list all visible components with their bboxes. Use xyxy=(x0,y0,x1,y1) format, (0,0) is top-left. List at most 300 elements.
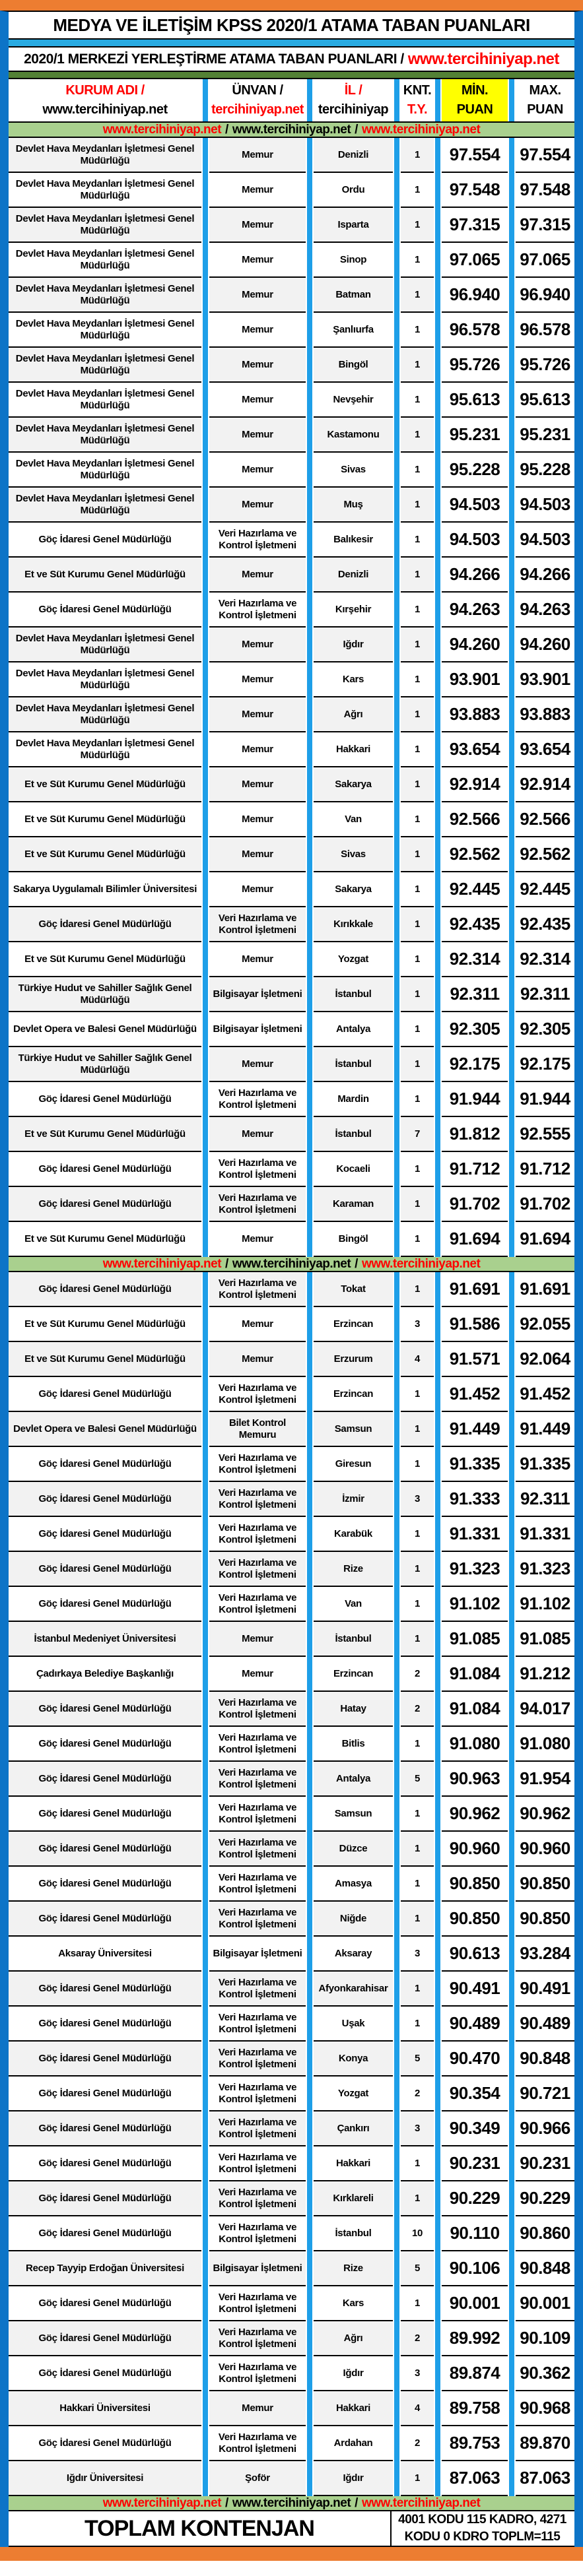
column-separator xyxy=(508,558,516,593)
cell-min: 91.702 xyxy=(442,1187,508,1222)
column-separator xyxy=(508,1517,516,1552)
separator-url: www.tercihiniyap.net xyxy=(102,2496,222,2510)
column-separator xyxy=(201,1517,209,1552)
cell-il: Iğdır xyxy=(314,628,393,662)
cell-unvan: Veri Hazırlama ve Kontrol İşletmeni xyxy=(209,907,306,942)
cell-min: 95.228 xyxy=(442,453,508,488)
column-separator xyxy=(306,942,314,977)
column-separator xyxy=(434,1222,442,1257)
cell-knt: 1 xyxy=(401,2146,434,2181)
cell-il: Kırşehir xyxy=(314,593,393,628)
column-separator xyxy=(434,348,442,383)
header-knt-label: KNT. xyxy=(403,83,432,98)
column-separator xyxy=(201,2356,209,2391)
table-row xyxy=(9,977,574,1012)
cell-max: 90.966 xyxy=(516,2111,574,2146)
table-row xyxy=(9,1587,574,1622)
cell-knt: 1 xyxy=(401,2461,434,2496)
table-section-2 xyxy=(9,1272,574,2496)
cell-unvan: Veri Hazırlama ve Kontrol İşletmeni xyxy=(209,1552,306,1587)
table-row xyxy=(9,1447,574,1482)
column-separator xyxy=(393,2251,401,2286)
subtitle-url: www.tercihiniyap.net xyxy=(407,49,559,68)
column-separator xyxy=(393,2146,401,2181)
column-separator xyxy=(201,2426,209,2461)
cell-max: 90.229 xyxy=(516,2181,574,2216)
column-separator xyxy=(306,383,314,418)
cell-unvan: Veri Hazırlama ve Kontrol İşletmeni xyxy=(209,2286,306,2321)
cell-knt: 1 xyxy=(401,1972,434,2007)
header-il-label: İL / xyxy=(344,83,362,98)
cell-knt: 1 xyxy=(401,2286,434,2321)
cell-unvan: Veri Hazırlama ve Kontrol İşletmeni xyxy=(209,2426,306,2461)
cell-max: 94.263 xyxy=(516,593,574,628)
cell-knt: 1 xyxy=(401,1412,434,1447)
cell-max: 91.702 xyxy=(516,1187,574,1222)
header-max-puan xyxy=(516,79,574,121)
cell-max: 94.017 xyxy=(516,1692,574,1727)
column-separator xyxy=(434,2391,442,2426)
column-separator xyxy=(434,2356,442,2391)
cell-kurum: Et ve Süt Kurumu Genel Müdürlüğü xyxy=(9,802,201,837)
cell-max: 96.940 xyxy=(516,278,574,313)
column-separator xyxy=(201,2181,209,2216)
cell-unvan: Veri Hazırlama ve Kontrol İşletmeni xyxy=(209,2042,306,2077)
column-separator xyxy=(434,1622,442,1657)
cell-unvan: Veri Hazırlama ve Kontrol İşletmeni xyxy=(209,2146,306,2181)
separator-url: www.tercihiniyap.net xyxy=(361,1256,481,1271)
cell-kurum: Göç İdaresi Genel Müdürlüğü xyxy=(9,1152,201,1187)
column-separator xyxy=(306,802,314,837)
cell-kurum: Göç İdaresi Genel Müdürlüğü xyxy=(9,1552,201,1587)
column-separator xyxy=(306,243,314,278)
header-unvan xyxy=(209,79,306,121)
table-row xyxy=(9,453,574,488)
column-separator xyxy=(393,662,401,697)
cell-il: Hatay xyxy=(314,1692,393,1727)
column-separator xyxy=(393,2391,401,2426)
column-separator xyxy=(201,2286,209,2321)
column-separator xyxy=(393,2007,401,2042)
column-separator xyxy=(393,2216,401,2251)
cell-unvan: Memur xyxy=(209,278,306,313)
cell-il: Sinop xyxy=(314,243,393,278)
column-separator xyxy=(306,453,314,488)
cell-unvan: Veri Hazırlama ve Kontrol İşletmeni xyxy=(209,1727,306,1762)
cell-unvan: Memur xyxy=(209,732,306,767)
url-separator-row xyxy=(9,1257,574,1272)
table-row xyxy=(9,138,574,173)
cell-max: 90.968 xyxy=(516,2391,574,2426)
table-row xyxy=(9,2111,574,2146)
cell-unvan: Bilgisayar İşletmeni xyxy=(209,1012,306,1047)
cell-knt: 1 xyxy=(401,173,434,208)
column-separator xyxy=(508,1187,516,1222)
column-separator xyxy=(201,837,209,872)
cell-il: Hakkari xyxy=(314,2391,393,2426)
column-separator xyxy=(434,767,442,802)
column-separator xyxy=(508,1972,516,2007)
cell-il: Giresun xyxy=(314,1447,393,1482)
cell-il: Iğdır xyxy=(314,2356,393,2391)
cell-min: 92.562 xyxy=(442,837,508,872)
cell-min: 90.110 xyxy=(442,2216,508,2251)
cell-max: 87.063 xyxy=(516,2461,574,2496)
column-separator xyxy=(508,488,516,523)
column-separator xyxy=(434,1972,442,2007)
cell-il: Sakarya xyxy=(314,767,393,802)
cell-min: 90.962 xyxy=(442,1797,508,1832)
cell-min: 91.812 xyxy=(442,1117,508,1152)
column-separator xyxy=(306,2286,314,2321)
cell-max: 95.228 xyxy=(516,453,574,488)
column-separator xyxy=(434,1187,442,1222)
cell-knt: 1 xyxy=(401,1187,434,1222)
column-separator xyxy=(201,1727,209,1762)
cell-knt: 1 xyxy=(401,1047,434,1082)
quota-summary-line2: KODU 0 KDRO TOPLM=115 xyxy=(404,2530,561,2544)
cell-knt: 1 xyxy=(401,732,434,767)
column-separator xyxy=(434,2321,442,2356)
cell-il: Mardin xyxy=(314,1082,393,1117)
cell-kurum: Çadırkaya Belediye Başkanlığı xyxy=(9,1657,201,1692)
table-row xyxy=(9,278,574,313)
column-separator xyxy=(508,2286,516,2321)
table-row xyxy=(9,942,574,977)
column-separator xyxy=(393,732,401,767)
cell-min: 89.758 xyxy=(442,2391,508,2426)
column-separator xyxy=(306,313,314,348)
column-separator xyxy=(434,1727,442,1762)
cell-knt: 1 xyxy=(401,942,434,977)
cell-knt: 3 xyxy=(401,2356,434,2391)
column-separator xyxy=(434,2181,442,2216)
cell-kurum: Göç İdaresi Genel Müdürlüğü xyxy=(9,1377,201,1412)
column-separator xyxy=(306,1152,314,1187)
column-separator xyxy=(508,1412,516,1447)
cell-kurum: Et ve Süt Kurumu Genel Müdürlüğü xyxy=(9,1222,201,1257)
table-row xyxy=(9,1727,574,1762)
cell-knt: 1 xyxy=(401,383,434,418)
column-separator xyxy=(508,313,516,348)
separator-slash: / xyxy=(355,1256,358,1271)
cell-max: 94.266 xyxy=(516,558,574,593)
cell-min: 94.260 xyxy=(442,628,508,662)
column-separator xyxy=(393,348,401,383)
cell-max: 90.362 xyxy=(516,2356,574,2391)
header-min-label: MİN. xyxy=(461,83,489,98)
cell-min: 89.753 xyxy=(442,2426,508,2461)
column-separator xyxy=(434,2286,442,2321)
cell-unvan: Memur xyxy=(209,1222,306,1257)
table-row xyxy=(9,628,574,662)
cell-min: 92.311 xyxy=(442,977,508,1012)
column-separator xyxy=(508,628,516,662)
column-separator xyxy=(434,2007,442,2042)
column-separator xyxy=(201,1797,209,1832)
column-separator xyxy=(434,662,442,697)
column-separator xyxy=(201,1012,209,1047)
cell-kurum: Devlet Hava Meydanları İşletmesi Genel Müdürlüğü xyxy=(9,418,201,453)
cell-min: 91.571 xyxy=(442,1342,508,1377)
cell-max: 92.311 xyxy=(516,977,574,1012)
column-separator xyxy=(393,1187,401,1222)
column-separator xyxy=(393,1727,401,1762)
cell-knt: 1 xyxy=(401,1222,434,1257)
cell-min: 90.850 xyxy=(442,1902,508,1937)
cell-min: 91.084 xyxy=(442,1692,508,1727)
cell-knt: 2 xyxy=(401,1657,434,1692)
cell-knt: 1 xyxy=(401,662,434,697)
column-separator xyxy=(508,1727,516,1762)
cell-kurum: Göç İdaresi Genel Müdürlüğü xyxy=(9,1692,201,1727)
cell-knt: 1 xyxy=(401,523,434,558)
column-separator xyxy=(306,2181,314,2216)
table-row xyxy=(9,2077,574,2111)
column-separator xyxy=(393,278,401,313)
column-separator xyxy=(393,558,401,593)
column-separator xyxy=(306,2251,314,2286)
cell-il: Bingöl xyxy=(314,1222,393,1257)
cell-il: Nevşehir xyxy=(314,383,393,418)
column-separator xyxy=(434,1412,442,1447)
column-separator xyxy=(306,1272,314,1307)
cell-unvan: Memur xyxy=(209,628,306,662)
cell-unvan: Memur xyxy=(209,488,306,523)
cell-max: 90.848 xyxy=(516,2042,574,2077)
column-separator xyxy=(508,348,516,383)
cell-knt: 1 xyxy=(401,348,434,383)
separator-url: www.tercihiniyap.net xyxy=(361,2496,481,2510)
column-separator xyxy=(434,418,442,453)
cell-kurum: Devlet Hava Meydanları İşletmesi Genel Müdürlüğü xyxy=(9,453,201,488)
column-separator xyxy=(393,1902,401,1937)
column-separator xyxy=(434,1377,442,1412)
column-separator xyxy=(306,1482,314,1517)
cell-kurum: Devlet Hava Meydanları İşletmesi Genel Müdürlüğü xyxy=(9,348,201,383)
cell-il: Sivas xyxy=(314,837,393,872)
cell-kurum: Göç İdaresi Genel Müdürlüğü xyxy=(9,1832,201,1867)
cell-kurum: Göç İdaresi Genel Müdürlüğü xyxy=(9,1272,201,1307)
column-separator xyxy=(508,2111,516,2146)
column-separator xyxy=(434,1832,442,1867)
header-il-url: tercihiniyap xyxy=(318,102,389,117)
table-row xyxy=(9,1482,574,1517)
column-separator xyxy=(434,138,442,173)
column-separator xyxy=(201,1222,209,1257)
column-separator xyxy=(508,732,516,767)
column-separator xyxy=(393,2181,401,2216)
cell-kurum: Devlet Hava Meydanları İşletmesi Genel Müdürlüğü xyxy=(9,278,201,313)
column-separator xyxy=(434,1587,442,1622)
column-separator xyxy=(201,1272,209,1307)
column-separator xyxy=(306,2042,314,2077)
cell-il: Antalya xyxy=(314,1762,393,1797)
column-separator xyxy=(508,1222,516,1257)
cell-unvan: Veri Hazırlama ve Kontrol İşletmeni xyxy=(209,1692,306,1727)
column-separator xyxy=(508,1867,516,1902)
column-separator xyxy=(201,488,209,523)
cell-max: 91.331 xyxy=(516,1517,574,1552)
column-separator xyxy=(434,1152,442,1187)
cell-min: 91.586 xyxy=(442,1307,508,1342)
column-separator xyxy=(306,523,314,558)
column-separator xyxy=(508,2251,516,2286)
subtitle-text: 2020/1 MERKEZİ YERLEŞTİRME ATAMA TABAN PUANLARI / xyxy=(24,51,404,67)
cell-il: Konya xyxy=(314,2042,393,2077)
column-separator xyxy=(508,977,516,1012)
cell-knt: 5 xyxy=(401,1762,434,1797)
cell-min: 90.349 xyxy=(442,2111,508,2146)
cell-max: 91.212 xyxy=(516,1657,574,1692)
cell-min: 92.314 xyxy=(442,942,508,977)
column-separator xyxy=(393,1692,401,1727)
cell-kurum: Göç İdaresi Genel Müdürlüğü xyxy=(9,2181,201,2216)
table-row xyxy=(9,2216,574,2251)
cell-max: 91.944 xyxy=(516,1082,574,1117)
column-separator xyxy=(306,278,314,313)
column-separator xyxy=(393,1222,401,1257)
cell-unvan: Veri Hazırlama ve Kontrol İşletmeni xyxy=(209,1587,306,1622)
column-separator xyxy=(434,79,442,121)
cell-min: 91.102 xyxy=(442,1587,508,1622)
header-max-sub: PUAN xyxy=(527,102,563,117)
cell-kurum: Göç İdaresi Genel Müdürlüğü xyxy=(9,1187,201,1222)
column-separator xyxy=(434,593,442,628)
cell-max: 90.860 xyxy=(516,2216,574,2251)
cell-unvan: Veri Hazırlama ve Kontrol İşletmeni xyxy=(209,1902,306,1937)
cell-min: 91.712 xyxy=(442,1152,508,1187)
column-separator xyxy=(306,2426,314,2461)
column-separator xyxy=(201,453,209,488)
cell-kurum: Göç İdaresi Genel Müdürlüğü xyxy=(9,1727,201,1762)
quota-summary xyxy=(392,2511,573,2546)
cell-min: 97.554 xyxy=(442,138,508,173)
column-separator xyxy=(393,1047,401,1082)
column-separator xyxy=(393,2111,401,2146)
column-separator xyxy=(508,1587,516,1622)
cell-il: İstanbul xyxy=(314,1117,393,1152)
cell-il: Sivas xyxy=(314,453,393,488)
table-row xyxy=(9,1117,574,1152)
cell-il: İzmir xyxy=(314,1482,393,1517)
column-separator xyxy=(508,1272,516,1307)
cell-min: 90.850 xyxy=(442,1867,508,1902)
cell-max: 91.323 xyxy=(516,1552,574,1587)
column-separator xyxy=(201,872,209,907)
column-separator xyxy=(434,1692,442,1727)
column-separator xyxy=(201,1832,209,1867)
table-row xyxy=(9,837,574,872)
separator-slash: / xyxy=(225,122,228,137)
cell-il: Balıkesir xyxy=(314,523,393,558)
column-separator xyxy=(508,872,516,907)
column-separator xyxy=(306,488,314,523)
column-separator xyxy=(201,1552,209,1587)
cell-knt: 1 xyxy=(401,208,434,243)
column-separator xyxy=(393,942,401,977)
cell-min: 91.335 xyxy=(442,1447,508,1482)
column-separator xyxy=(393,488,401,523)
cell-il: Bitlis xyxy=(314,1727,393,1762)
table-frame xyxy=(0,11,583,2547)
cell-max: 91.449 xyxy=(516,1412,574,1447)
column-separator xyxy=(393,1517,401,1552)
cell-max: 92.566 xyxy=(516,802,574,837)
column-separator xyxy=(201,2146,209,2181)
cell-kurum: Aksaray Üniversitesi xyxy=(9,1937,201,1972)
cell-max: 91.102 xyxy=(516,1587,574,1622)
cell-il: Muş xyxy=(314,488,393,523)
column-separator xyxy=(306,1552,314,1587)
column-separator xyxy=(306,593,314,628)
cell-min: 91.452 xyxy=(442,1377,508,1412)
cell-knt: 1 xyxy=(401,1587,434,1622)
cell-kurum: Devlet Hava Meydanları İşletmesi Genel Müdürlüğü xyxy=(9,732,201,767)
cell-max: 92.555 xyxy=(516,1117,574,1152)
separator-url: www.tercihiniyap.net xyxy=(102,122,222,137)
cell-unvan: Veri Hazırlama ve Kontrol İşletmeni xyxy=(209,1377,306,1412)
cell-max: 91.954 xyxy=(516,1762,574,1797)
cell-max: 90.850 xyxy=(516,1902,574,1937)
table-row xyxy=(9,2321,574,2356)
cell-il: Ardahan xyxy=(314,2426,393,2461)
green-divider-band xyxy=(9,72,574,79)
table-row xyxy=(9,802,574,837)
cell-kurum: Türkiye Hudut ve Sahiller Sağlık Genel Müdürlüğü xyxy=(9,977,201,1012)
column-separator xyxy=(306,173,314,208)
column-separator xyxy=(306,1377,314,1412)
column-separator xyxy=(434,523,442,558)
table-row xyxy=(9,1082,574,1117)
table-row xyxy=(9,1222,574,1257)
cell-kurum: Sakarya Uygulamalı Bilimler Üniversitesi xyxy=(9,872,201,907)
column-separator xyxy=(393,1587,401,1622)
table-row xyxy=(9,1342,574,1377)
cell-unvan: Memur xyxy=(209,383,306,418)
cell-max: 90.960 xyxy=(516,1832,574,1867)
cell-knt: 1 xyxy=(401,138,434,173)
table-row xyxy=(9,1762,574,1797)
cell-min: 91.691 xyxy=(442,1272,508,1307)
column-separator xyxy=(434,2077,442,2111)
cell-unvan: Memur xyxy=(209,1657,306,1692)
column-separator xyxy=(201,732,209,767)
cell-knt: 2 xyxy=(401,2077,434,2111)
cell-min: 92.435 xyxy=(442,907,508,942)
cell-il: Erzurum xyxy=(314,1342,393,1377)
column-separator xyxy=(508,1937,516,1972)
cell-kurum: Göç İdaresi Genel Müdürlüğü xyxy=(9,2286,201,2321)
cell-min: 90.229 xyxy=(442,2181,508,2216)
cell-min: 91.333 xyxy=(442,1482,508,1517)
cell-knt: 1 xyxy=(401,1152,434,1187)
column-separator xyxy=(434,1482,442,1517)
column-separator xyxy=(434,2461,442,2496)
column-separator xyxy=(393,1867,401,1902)
column-separator xyxy=(434,1117,442,1152)
column-separator xyxy=(306,1867,314,1902)
cell-il: Afyonkarahisar xyxy=(314,1972,393,2007)
column-separator xyxy=(508,453,516,488)
column-separator xyxy=(508,1082,516,1117)
cell-kurum: Et ve Süt Kurumu Genel Müdürlüğü xyxy=(9,1117,201,1152)
cell-min: 92.566 xyxy=(442,802,508,837)
table-row xyxy=(9,1657,574,1692)
cell-kurum: Et ve Süt Kurumu Genel Müdürlüğü xyxy=(9,837,201,872)
cell-kurum: Devlet Opera ve Balesi Genel Müdürlüğü xyxy=(9,1412,201,1447)
column-separator xyxy=(201,1937,209,1972)
